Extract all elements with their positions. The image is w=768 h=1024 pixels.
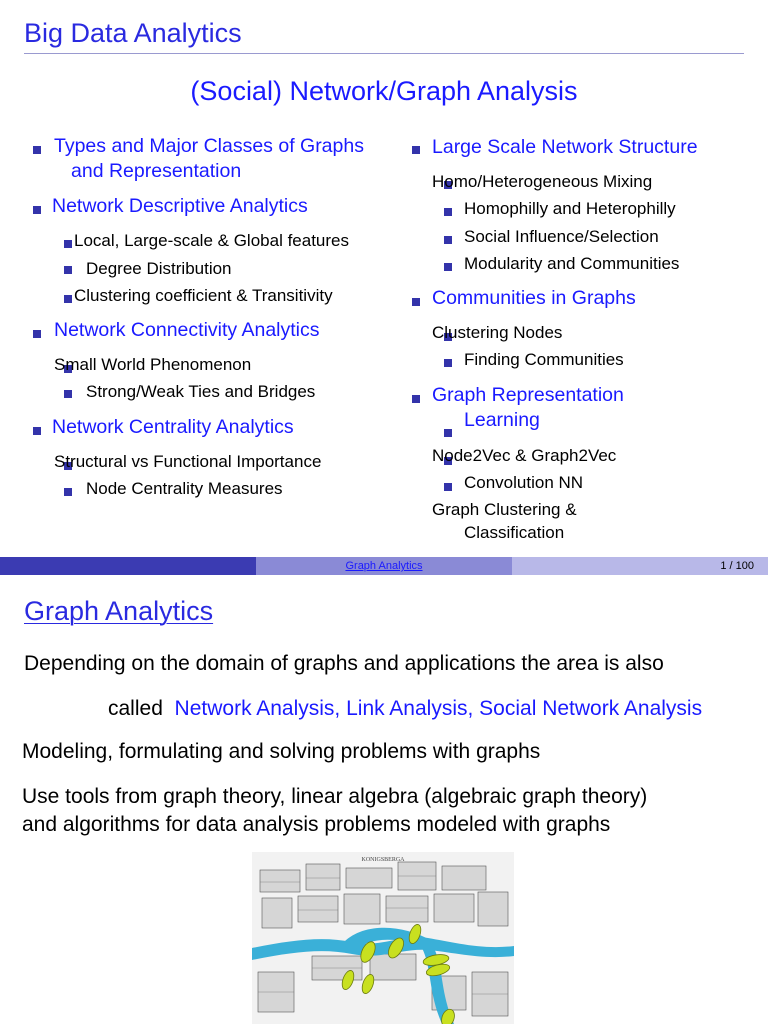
- right-bullet-3-line1: Graph Representation: [432, 384, 624, 406]
- bullet-icon: [33, 427, 41, 435]
- left-sub-3-1: Small World Phenomenon: [54, 355, 252, 374]
- right-sub-1-3: Social Influence/Selection: [464, 227, 659, 246]
- map-caption: KONIGSBERGA: [361, 857, 405, 863]
- left-sub-4-2: Node Centrality Measures: [86, 479, 283, 498]
- bullet-icon: [412, 146, 420, 154]
- left-bullet-3: Network Connectivity Analytics: [54, 319, 320, 341]
- right-sub-2-1: Clustering Nodes: [432, 323, 563, 342]
- right-bullet-2: Communities in Graphs: [432, 287, 636, 309]
- slide2-paragraph-2: [108, 697, 702, 721]
- bullet-icon: [33, 146, 41, 154]
- footer-segment-left: [0, 557, 256, 575]
- slide2-paragraph-2-highlight: Network Analysis, Link Analysis, Social Network Analysis: [174, 697, 703, 720]
- bullet-icon: [64, 295, 72, 303]
- right-sub-1-4: Modularity and Communities: [464, 254, 680, 273]
- bullet-icon: [64, 266, 72, 274]
- bullet-icon: [412, 298, 420, 306]
- slide2-title: Graph Analytics: [24, 596, 214, 626]
- page-counter: 1 / 100: [720, 560, 754, 572]
- left-sub-2-2: Degree Distribution: [86, 259, 232, 278]
- right-bullet-1: Large Scale Network Structure: [432, 136, 698, 158]
- right-sub-3-1: Node2Vec & Graph2Vec: [432, 446, 617, 465]
- right-sub-3-3-line1: Graph Clustering &: [432, 500, 577, 519]
- bullet-icon: [33, 330, 41, 338]
- slide1-subtitle: (Social) Network/Graph Analysis: [190, 76, 578, 106]
- right-sub-1-1: Homo/Heterogeneous Mixing: [432, 172, 653, 191]
- right-sub-3-2: Convolution NN: [464, 473, 584, 492]
- bullet-icon: [33, 206, 41, 214]
- left-sub-3-2: Strong/Weak Ties and Bridges: [86, 382, 316, 401]
- bullet-icon: [444, 429, 452, 437]
- bullet-icon: [444, 208, 452, 216]
- right-sub-2-2: Finding Communities: [464, 350, 624, 369]
- left-sub-2-1: Local, Large-scale & Global features: [74, 231, 349, 250]
- slide2-paragraph-2-prefix: called: [108, 697, 163, 720]
- left-sub-2-3: Clustering coefficient & Transitivity: [74, 286, 333, 305]
- slide-footer-bar: [0, 557, 768, 575]
- left-bullet-2: Network Descriptive Analytics: [52, 195, 308, 217]
- bullet-icon: [444, 483, 452, 491]
- title-divider: [24, 53, 744, 54]
- bullet-icon: [444, 263, 452, 271]
- bullet-icon: [444, 359, 452, 367]
- slide1-title: Big Data Analytics: [24, 18, 242, 48]
- slide2-paragraph-4-line1: Use tools from graph theory, linear algebra (algebraic graph theory): [22, 785, 648, 808]
- left-bullet-1-line1: Types and Major Classes of Graphs: [54, 135, 364, 157]
- footer-link-graph-analytics[interactable]: Graph Analytics: [345, 560, 423, 572]
- slide2-paragraph-3: Modeling, formulating and solving problems with graphs: [22, 740, 541, 763]
- bullet-icon: [64, 240, 72, 248]
- footer-segment-center: [256, 557, 512, 575]
- slide2-paragraph-4-line2: and algorithms for data analysis problems modeled with graphs: [22, 813, 611, 836]
- bullet-icon: [64, 488, 72, 496]
- right-bullet-3-line2: Learning: [464, 409, 540, 431]
- bullet-icon: [64, 390, 72, 398]
- bullet-icon: [412, 395, 420, 403]
- slide2-paragraph-1: Depending on the domain of graphs and applications the area is also: [24, 652, 664, 675]
- bullet-icon: [444, 236, 452, 244]
- left-bullet-1-line2: and Representation: [71, 160, 242, 182]
- left-bullet-4: Network Centrality Analytics: [52, 416, 294, 438]
- left-sub-4-1: Structural vs Functional Importance: [54, 452, 322, 471]
- right-sub-3-3-line2: Classification: [464, 523, 565, 542]
- right-sub-1-2: Homophilly and Heterophilly: [464, 199, 676, 218]
- konigsberg-map-image: [252, 852, 514, 1024]
- footer-segment-right: [512, 557, 768, 575]
